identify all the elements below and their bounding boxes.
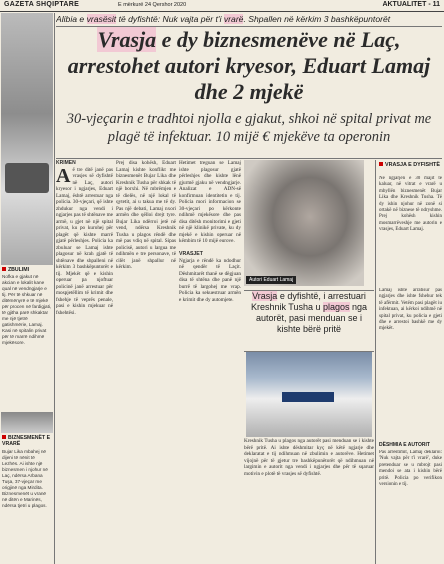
sidebar-text: Nofka e gjakut në akcian e lokalit kane qual në vendngjarje e tij. Për të shkuar në ditëmënyrë e të mjekë për procen në fardigjati, të gjitha parë shkaktar me një tjetrë gatishmërie, Lamaj. Kasi në spitalin privat për të marrë ndihmë mjekësore.	[2, 274, 52, 345]
square-bullet-icon	[2, 267, 6, 271]
sidebar-text-2: Bujar Lika mbahej në dijeni të nënit të Lezhës. Ai ishte një biznesmen i njohur në Laç, ndërsa Arbana Tuşa, 37-vjeçar me origjinë nga Mirdita. Biznesmenët u vranë në ditën e Marinës, ndërsa tjetri u plagos.	[2, 449, 48, 508]
bottom-text: Kreshnik Tusha u plagos nga autorët pasi menduan se i kishte bërë pritë. Ai ishte dëshmitar kyç në këtë ngjarje dhe deklaratat e tij ndihmuan në zbulimin e autorëve. Hetimet vijojnë për të gjetur tre bashkëpunëtorët që ndihmuan në largimin e autorit nga vendi i ngjarjes dhe për të sqaruar motivin e plotë të vrasjes së dyfishtë.	[244, 438, 374, 477]
issue-date: E mërkurë 24 Qershor 2020	[118, 2, 187, 8]
police-sign	[282, 392, 334, 402]
page-header	[0, 0, 444, 12]
article-column-1: KRIMEN A ë tre ditë janë pas vrasjes së dyfishtë në Laç, autori kryesor i ngjarjes, Eduart Lamaj, është arrestuar nga policia. 30-vjeçari, që ishte zhdukur nga vendi i ngjarjes pas të shtënave me armë, u gjet në një spital privat, ku po kurohej për plagët që kishte marrë gjatë përleshjes. Policia ka zbuluar se Lamaj ishte plagosur në krah gjatë të shtënave dhe shpalleni në kërkim 3 bashkëpuntorët e tij. Mjekët që e kishin operuar pa njoftuar policinë janë arrestuar për mospjetëllim të krimit dhe fshehje të veprës penale, pasi e kishin mjekuar në fshehtësi.	[56, 160, 113, 316]
sidebar-label-zbulimi: ZBULIMI	[2, 267, 52, 273]
left-sidebar	[0, 13, 55, 564]
drop-cap: A	[56, 164, 71, 187]
pull-quote: Vrasja e dyfishtë, i arrestuari Kreshnik Tusha u plagos nga autorët, pasi menduan se i kishte bërë pritë	[244, 290, 374, 352]
section-label: AKTUALITET - 11	[382, 1, 440, 8]
police-photo	[246, 352, 372, 437]
right-text-1: Në ngjarjen e 30 majit të kaluar, në vitrat e vrarë u mbyllën biznesmenët Bujar Lika dhe Kreshnik Tusha. Të dy ishin njohur në zonë si ortakë në biznese të ndryshme. Prej kohësh kishin mosmarrëveshje me autorin e vrasjes, Eduart Lamaj.	[379, 176, 442, 233]
sidebar-photo-2	[1, 412, 53, 433]
article-column-2: Prej disa kohësh, Eduart Lamaj kishte konflikt me biznesmenët Bujar Lika dhe Kreshnik Tusha për shkak të një borxhi. Në mbrëmjen e të dielës, në një lokal të qytetit, ai u takua me të dy. Pas një debati, Lamaj nxori armën dhe qëlloi drejt tyre. Bujar Lika ndërroi jetë në vend, ndërsa Kreshnik Tusha u plagos rëndë dhe më pas vdiq në spital. Sipas policisë, autori u largua me ndihmën e tre personave, të cilët janë shpallur në kërkim.	[116, 160, 176, 270]
car-shape	[5, 163, 49, 193]
right-text-2: Lamaj ishte arratisur pas ngjarjes dhe ishte fshehur tek të afërmit. Vetëm pasi plagët iu infektuan, ai kërkoi ndihmë në spital privat, ku policia e gjeti dhe e arrestoi bashkë me dy mjekët.	[379, 288, 442, 332]
square-bullet-icon	[379, 162, 383, 166]
suspect-photo	[244, 160, 364, 286]
right-column	[375, 160, 444, 564]
right-label: VRASJA E DYFISHTË	[379, 162, 440, 168]
kicker-line: Alibia e vrasësit të dyfishtë: Nuk vajta për t'i vrarë. Shpallen në kërkim 3 bashkëpuntorët	[56, 13, 442, 27]
byline: KRIMEN	[56, 160, 76, 166]
sidebar-photo	[1, 13, 53, 265]
deck-subtitle: 30-vjeçarin e tradhtoi njolla e gjakut, shkoi në spital privat me plagë të infektuar. 10 mijë € mjekëve ta operonin	[56, 110, 442, 159]
sidebar-label-biznesmenet: BIZNESMENËT E VRARË	[2, 435, 51, 447]
article-column-3: Hetimet treguan se Lamaj ishte plagosur gjatë përleshjes dhe kishte lënë gjurmë gjaku në vendngjarje. Analizat e ADN-së konfirmuan identitetin e tij. Policia mori informacion se 30-vjeçari po kërkonte ndihmë mjekësore dhe pas disa ditësh monitorimi e gjeti në një klinikë private, ku dy mjekë e kishin operuar në këmbim të 10 mijë eurove. VRASJET Ngjarja e rëndë ka ndodhur në qendër të Laçit. Dëshmitarët thanë se dëgjuan disa të shtëna dhe panë një burrë të largohej me vrap. Policia ka sekuestruar armën e krimit dhe dy automjete.	[179, 160, 241, 303]
headline: Vrasja e dy biznesmenëve në Laç, arrestohet autori kryesor, Eduart Lamaj dhe 2 mjekë	[67, 27, 431, 104]
photo-caption: Autori Eduart Lamaj	[246, 276, 296, 284]
square-bullet-icon	[2, 435, 6, 439]
right-text-3: Pas arrestimit, Lamaj deklaroi: 'Nuk vajta për t'i vrarë', duke pretenduar se u mbrojt pasi mendoi se ata i kishin bërë pritë. Policia po verifikon versionin e tij.	[379, 450, 442, 488]
right-subheading: DËSHMIA E AUTORIT	[379, 442, 430, 448]
newspaper-brand: GAZETA SHQIPTARE	[4, 1, 80, 8]
